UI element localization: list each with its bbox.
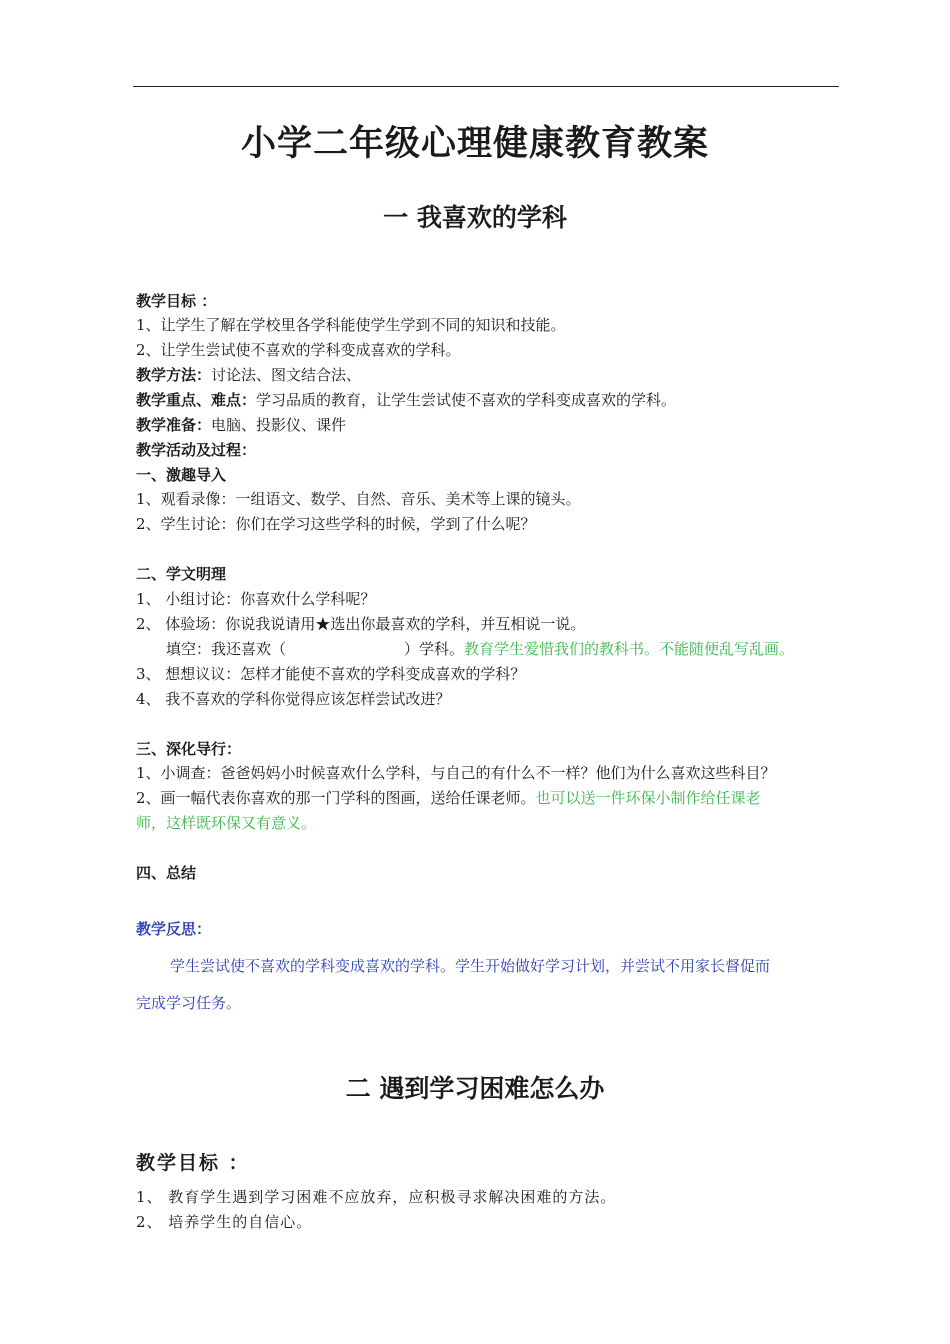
lesson1-goal-1: 1、让学生了解在学校里各学科能使学生学到不同的知识和技能。 (136, 316, 566, 334)
lesson1-focus (136, 390, 676, 410)
prep-label: 教学准备： (136, 416, 212, 434)
part2-item-3: 3、 想想议议：怎样才能使不喜欢的学科变成喜欢的学科？ (136, 665, 526, 683)
focus-text: 学习品质的教育，让学生尝试使不喜欢的学科变成喜欢的学科。 (256, 391, 677, 409)
lesson1-prep (136, 415, 346, 435)
part2-item-4: 4、 我不喜欢的学科你觉得应该怎样尝试改进？ (136, 690, 451, 708)
part1-title: 一、激趣导入 (136, 466, 227, 484)
fill-green-note: 教育学生爱惜我们的教科书。不能随便乱写乱画。 (464, 640, 795, 658)
lesson1-process-label: 教学活动及过程： (136, 441, 257, 459)
part2-item-2: 2、 体验场：你说我说请用★选出你最喜欢的学科，并互相说一说。 (136, 615, 586, 633)
focus-label: 教学重点、难点： (136, 391, 257, 409)
lesson1-goal-label: 教学目标 ： (136, 292, 217, 310)
lesson2-goal-label: 教学目标 ： (136, 1152, 250, 1174)
lesson2-heading: 二 遇到学习困难怎么办 (345, 1074, 605, 1103)
lesson1-goal-2: 2、让学生尝试使不喜欢的学科变成喜欢的学科。 (136, 341, 461, 359)
reflection-line-2: 完成学习任务。 (136, 994, 242, 1012)
method-text: 讨论法、图文结合法、 (211, 366, 362, 384)
part3-item-2 (136, 788, 761, 808)
reflection-label: 教学反思： (136, 920, 212, 938)
part2-fill-line (166, 639, 794, 659)
lesson2-goal-1: 1、 教育学生遇到学习困难不应放弃，应积极寻求解决困难的方法。 (136, 1188, 617, 1206)
fill-prefix: 填空：我还喜欢（ (166, 640, 287, 658)
part3-green-note-a: 也可以送一件环保小制作给任课老 (535, 789, 761, 807)
header-rule (133, 86, 839, 87)
part1-item-1: 1、观看录像：一组语文、数学、自然、音乐、美术等上课的镜头。 (136, 490, 581, 508)
part1-item-2: 2、学生讨论：你们在学习这些学科的时候，学到了什么呢？ (136, 515, 536, 533)
part2-title: 二、学文明理 (136, 565, 227, 583)
lesson1-heading: 一 我喜欢的学科 (383, 203, 567, 232)
part3-item-2-text: 2、画一幅代表你喜欢的那一门学科的图画，送给任课老师。 (136, 789, 536, 807)
lesson2-goal-2: 2、 培养学生的自信心。 (136, 1213, 313, 1231)
part2-item-1: 1、 小组讨论：你喜欢什么学科呢？ (136, 590, 376, 608)
fill-suffix: ）学科。 (404, 640, 465, 658)
lesson1-method (136, 365, 361, 385)
part3-title: 三、深化导行： (136, 740, 242, 758)
reflection-line-1: 学生尝试使不喜欢的学科变成喜欢的学科。学生开始做好学习计划，并尝试不用家长督促而 (170, 957, 771, 975)
part3-green-note-b: 师，这样既环保又有意义。 (136, 814, 317, 832)
part4-title: 四、总结 (136, 864, 197, 882)
part3-item-1: 1、小调查：爸爸妈妈小时候喜欢什么学科，与自己的有什么不一样？他们为什么喜欢这些科目？ (136, 764, 776, 782)
prep-text: 电脑、投影仪、课件 (211, 416, 347, 434)
document-title: 小学二年级心理健康教育教案 (240, 123, 709, 164)
method-label: 教学方法： (136, 366, 212, 384)
